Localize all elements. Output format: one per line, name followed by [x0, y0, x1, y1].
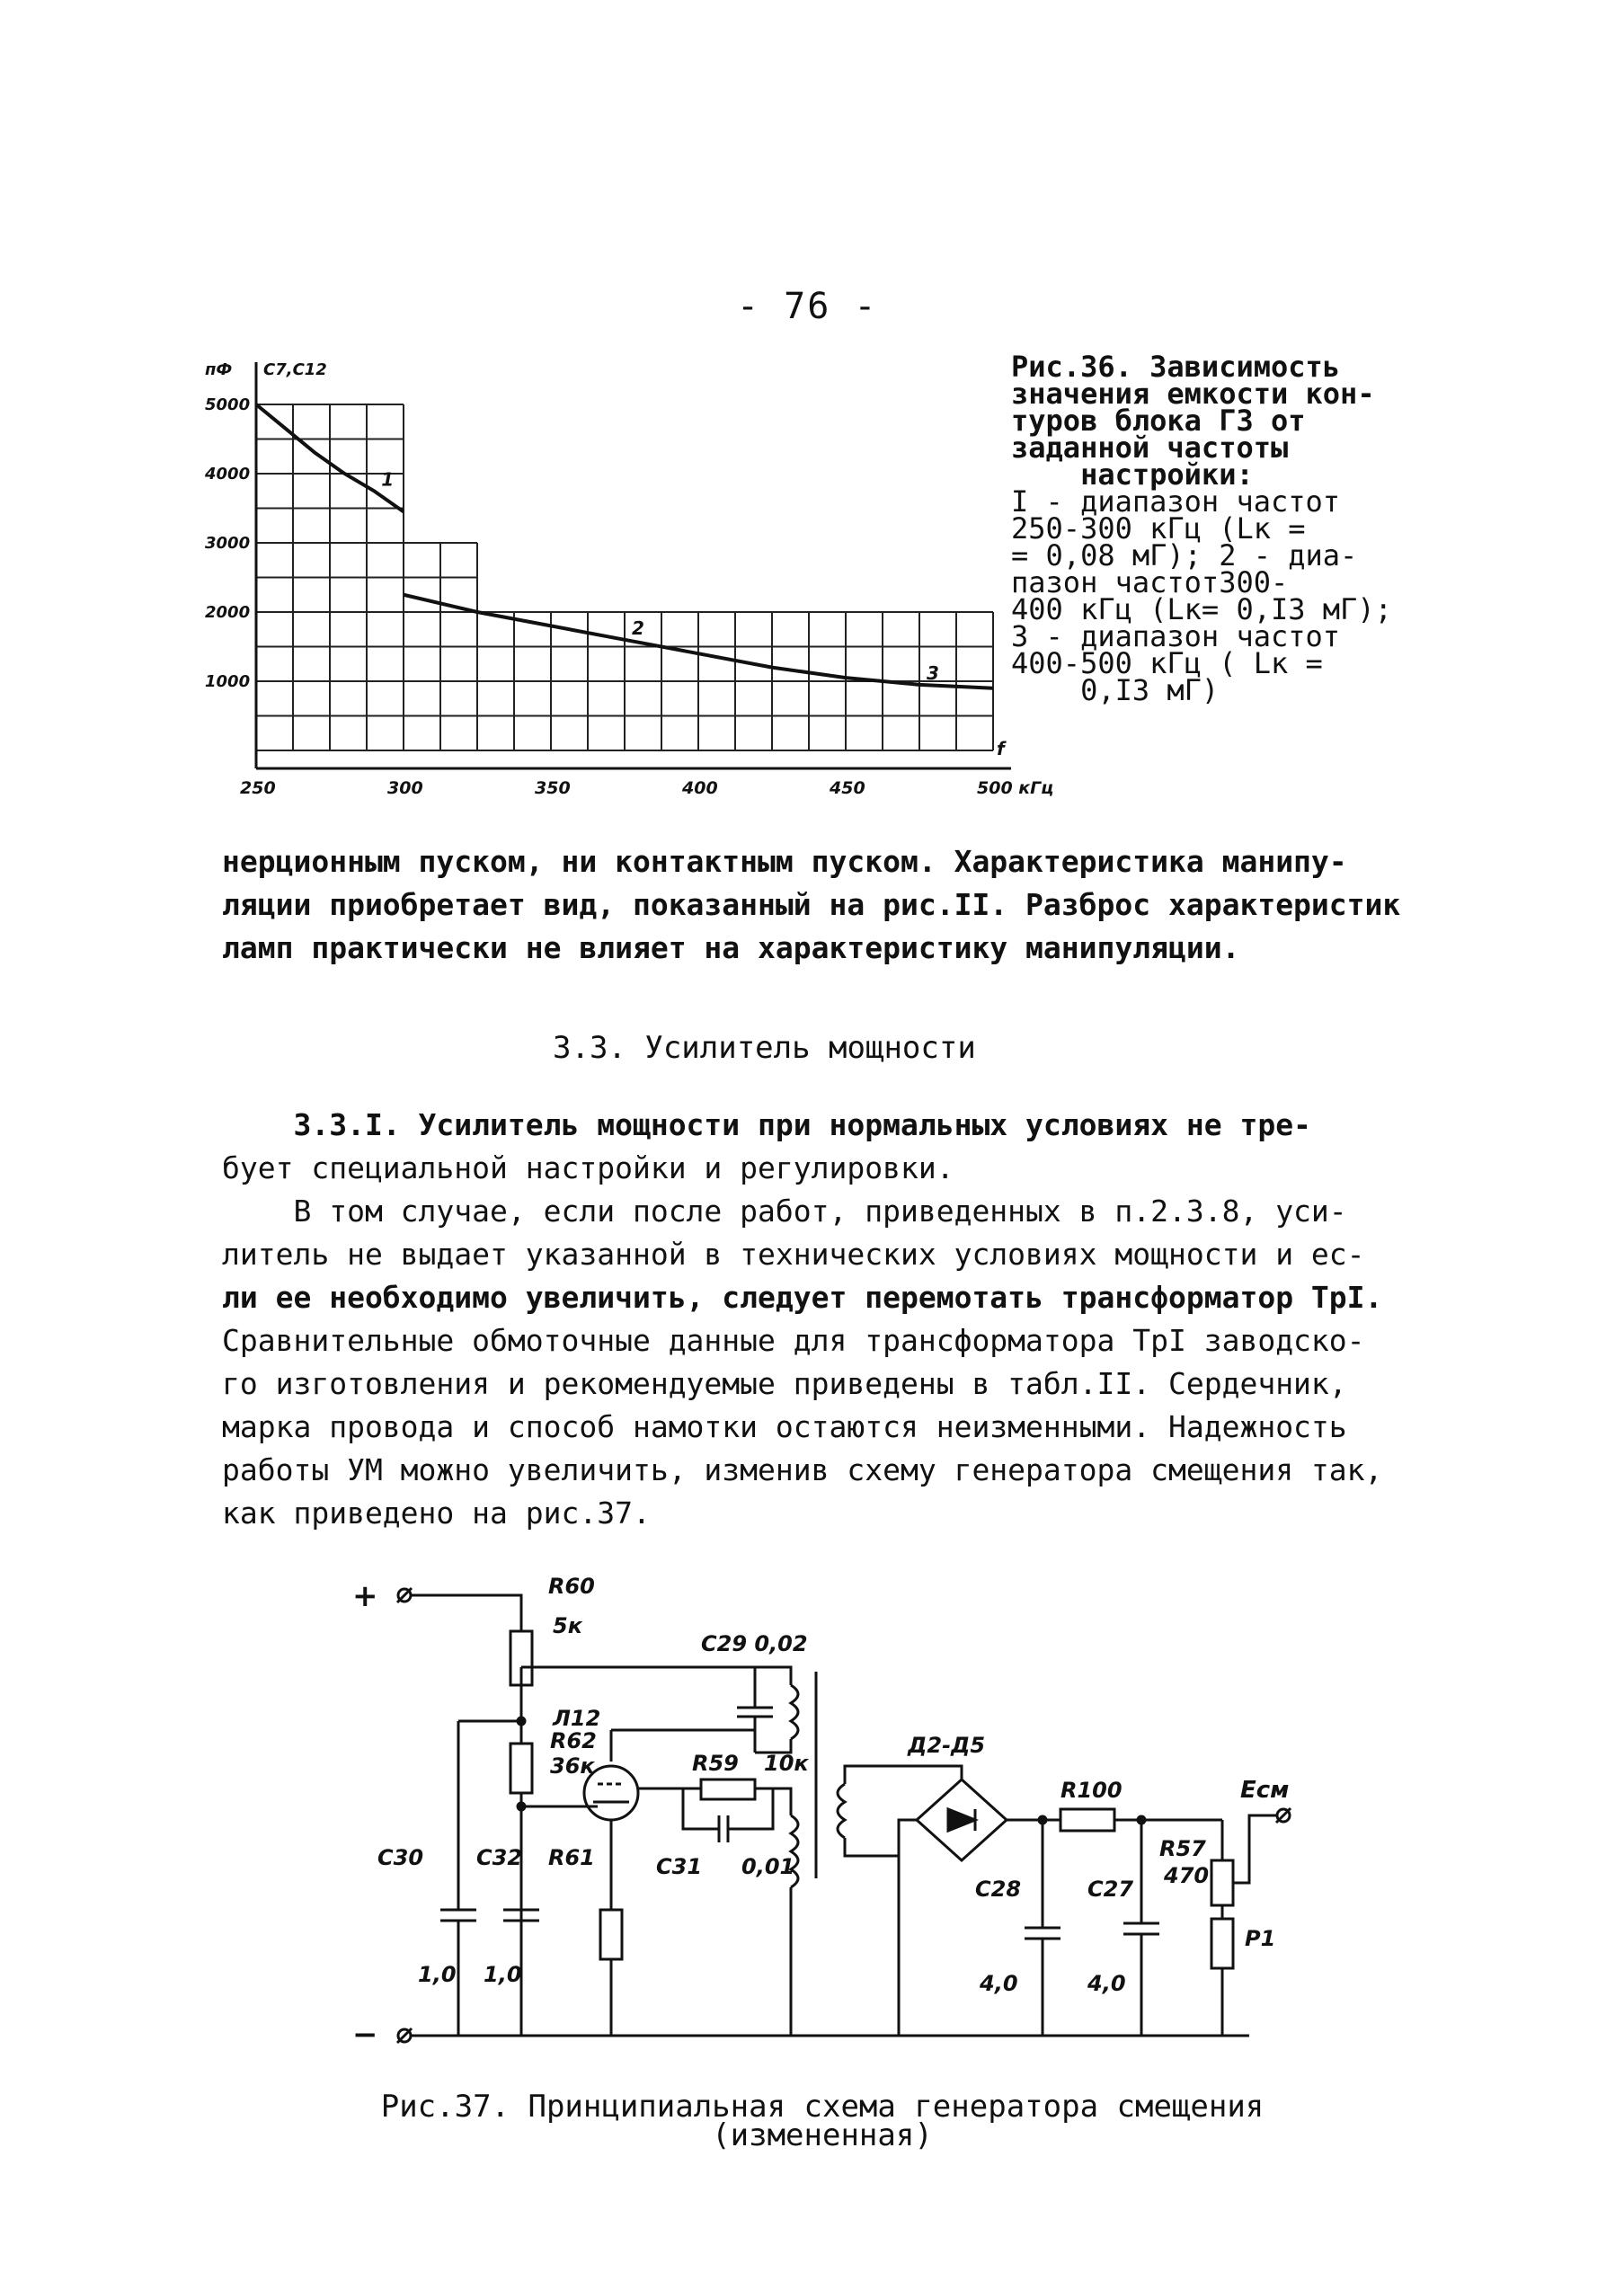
c28-label: С28: [975, 1877, 1022, 1902]
x-tick-label: 300: [387, 778, 423, 798]
r100-resistor: [1060, 1809, 1114, 1831]
y-tick-label: 1000: [205, 672, 251, 691]
chart-x-ticks: [240, 778, 1053, 798]
tr3-primary: [791, 1685, 798, 1739]
figure36-caption-line: значения емкости кон-: [1011, 377, 1375, 411]
r62-value: 36к: [550, 1753, 595, 1779]
minus-terminal: [397, 2028, 412, 2043]
r61-resistor: [600, 1910, 622, 1959]
c29-label: С29 0,02: [701, 1631, 808, 1656]
ecm-label: Есм: [1240, 1777, 1290, 1804]
tr3-output: [838, 1784, 845, 1838]
plus-terminal: [397, 1588, 412, 1602]
paragraph-2-line: литель не выдает указанной в технических условиях мощности и ес-: [222, 1237, 1365, 1272]
x-tick-label: 450: [830, 778, 865, 798]
page-number: - 76 -: [737, 286, 878, 327]
r59-value: 10к: [764, 1751, 809, 1776]
figure36-caption-line: заданной частоты: [1011, 430, 1289, 465]
series-label-3: 3: [927, 661, 939, 684]
x-arrow-label: f: [997, 738, 1005, 759]
p1-label: Р1: [1245, 1926, 1276, 1951]
chart-grid: [256, 404, 993, 750]
figure36-caption-line: настройки:: [1011, 457, 1254, 492]
x-tick-label: 350: [535, 778, 571, 798]
c32-value: 1,0: [484, 1962, 522, 1987]
c27-value: 4,0: [1087, 1971, 1126, 1996]
figure36-caption-line: 400 кГц (Lк= 0,I3 мГ);: [1011, 592, 1392, 626]
c31-label: С31: [656, 1854, 703, 1879]
figure37-caption-line: Рис.37. Принципиальная схема генератора смещения: [380, 2089, 1265, 2125]
paragraph-1-line: ляции приобретает вид, показанный на рис.II. Разброс характеристик: [222, 887, 1401, 922]
c32-label: С32: [476, 1845, 523, 1870]
c30-label: С30: [377, 1845, 424, 1870]
y-tick-label: 3000: [205, 534, 251, 553]
series-label-1: 1: [381, 468, 395, 491]
x-tick-label: 400: [682, 778, 718, 798]
figure36-caption-line: Рис.36. Зависимость: [1011, 350, 1341, 384]
l12-lamp: [584, 1766, 638, 1820]
minus-label: −: [352, 2017, 378, 2053]
paragraph-2-line: В том случае, если после работ, приведенных в п.2.3.8, уси-: [222, 1194, 1347, 1229]
figure37-schematic: [342, 1568, 1312, 2072]
l12-label: Л12: [553, 1706, 601, 1731]
figure36-caption-line: пазон частот300-: [1011, 565, 1289, 599]
r60-value: 5к: [553, 1613, 582, 1638]
r62-label: R62: [550, 1728, 597, 1753]
r61-label: R61: [548, 1845, 595, 1870]
section-heading: 3.3. Усилитель мощности: [553, 1030, 976, 1066]
c31-value: 0,01: [741, 1854, 795, 1879]
paragraph-2-line: Сравнительные обмоточные данные для трансформатора ТрI заводско-: [222, 1323, 1365, 1358]
r57-value: 470: [1164, 1863, 1210, 1888]
paragraph-1-line: нерционным пуском, ни контактным пуском. Характеристика манипу-: [222, 844, 1347, 879]
d2d5-label: Д2-Д5: [908, 1733, 986, 1758]
c28-value: 4,0: [980, 1971, 1018, 1996]
figure36-caption-line: 400-500 кГц ( Lк =: [1011, 646, 1323, 680]
paragraph-2-line: как приведено на рис.37.: [222, 1495, 651, 1531]
r100-label: R100: [1060, 1778, 1123, 1803]
paragraph-1: [222, 840, 1444, 970]
x-tick-label: 250: [240, 778, 276, 798]
figure36-caption-line: I - диапазон частот: [1011, 484, 1341, 519]
paragraph-2-line: бует специальной настройки и регулировки.: [222, 1150, 954, 1185]
figure36-caption-line: 0,I3 мГ): [1011, 673, 1220, 707]
figure36-caption-line: 250-300 кГц (Lк =: [1011, 511, 1306, 546]
paragraph-1-line: ламп практически не влияет на характеристику манипуляции.: [222, 930, 1240, 965]
r59-label: R59: [692, 1751, 739, 1776]
chart-axes: [205, 360, 1011, 768]
c27-label: С27: [1087, 1877, 1134, 1902]
y-tick-label: 2000: [205, 603, 251, 622]
paragraph-2-line: го изготовления и рекомендуемые приведены в табл.II. Сердечник,: [222, 1366, 1347, 1401]
plus-label: +: [352, 1578, 378, 1614]
x-tick-label: 500 кГц: [977, 778, 1054, 798]
y-unit-label: пФ: [205, 360, 233, 379]
c30-value: 1,0: [418, 1962, 457, 1987]
r57-resistor: [1211, 1860, 1233, 1905]
chart-y-ticks: [204, 395, 250, 691]
paragraph-2-line: ли ее необходимо увеличить, следует перемотать трансформатор ТрI.: [222, 1280, 1383, 1315]
figure37-caption-line: (измененная): [712, 2117, 933, 2153]
figure36-chart: [198, 355, 1054, 822]
series-label-2: 2: [632, 617, 644, 639]
figure37-caption: [351, 2089, 1294, 2153]
p1-relay: [1211, 1919, 1233, 1968]
paragraph-2-line: работы УМ можно увеличить, изменив схему генератора смещения так,: [222, 1452, 1383, 1487]
paragraph-2-line: 3.3.I. Усилитель мощности при нормальных условиях не тре-: [222, 1107, 1311, 1142]
y-series-label: С7,С12: [263, 360, 327, 379]
figure36-caption-line: туров блока ГЗ от: [1011, 404, 1306, 438]
y-tick-label: 4000: [205, 465, 251, 484]
r60-label: R60: [548, 1574, 595, 1599]
y-tick-label: 5000: [205, 395, 251, 414]
paragraph-2: [222, 1104, 1444, 1535]
figure36-caption: [1011, 350, 1460, 707]
figure36-caption-line: 3 - диапазон частот: [1011, 619, 1341, 653]
figure36-caption-line: = 0,08 мГ); 2 - диа-: [1011, 538, 1358, 572]
r57-label: R57: [1159, 1836, 1206, 1861]
r62-resistor: [510, 1744, 532, 1793]
r59-resistor: [701, 1779, 755, 1799]
paragraph-2-line: марка провода и способ намотки остаются неизменными. Надежность: [222, 1409, 1347, 1444]
